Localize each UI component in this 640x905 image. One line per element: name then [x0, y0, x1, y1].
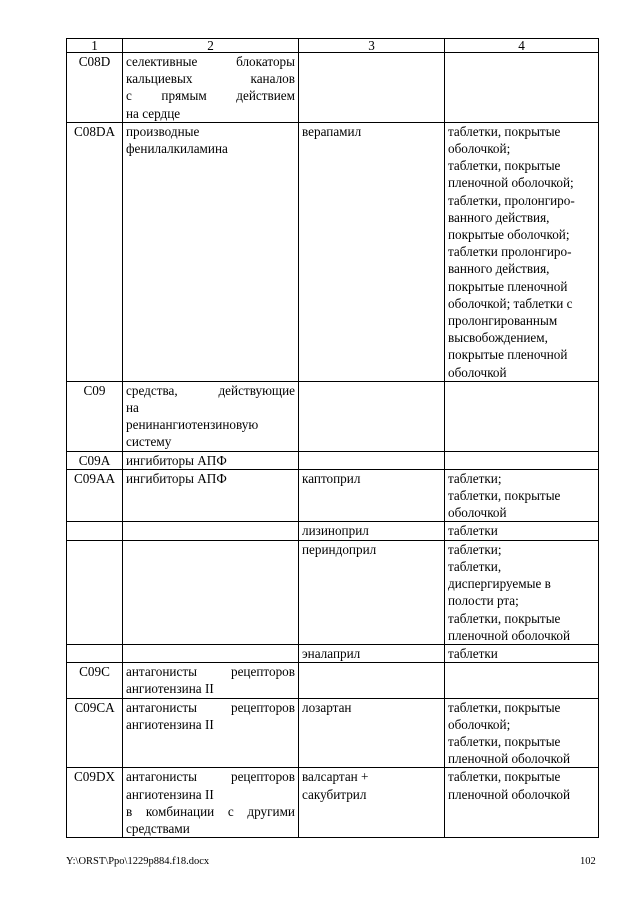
table-row: [67, 53, 599, 123]
group-name-line: ингибиторы АПФ: [126, 452, 227, 468]
footer-file-path: Y:\ORST\Ppo\1229p884.f18.docx: [66, 856, 210, 867]
table-row: [67, 698, 599, 768]
atc-code-cell: C09AA: [67, 469, 123, 522]
group-name-line: с прямым действием: [126, 88, 295, 104]
dosage-form-line: ванного действия,: [448, 261, 550, 277]
dosage-form-line: пленочной оболочкой: [448, 786, 571, 802]
group-name-cell: [123, 122, 299, 381]
dosage-form-line: таблетки: [448, 523, 498, 539]
atc-code-cell: C09CA: [67, 698, 123, 768]
group-name-line: ангиотензина II: [126, 681, 214, 697]
header-cell-2: 2: [123, 39, 299, 53]
dosage-form-line: пролонгированным: [448, 313, 558, 329]
group-name-line: систему: [126, 434, 172, 450]
dosage-form-cell: [445, 381, 599, 451]
drug-name-cell: каптоприл: [299, 469, 445, 522]
table-row: [67, 469, 599, 522]
dosage-form-line: покрытые оболочкой;: [448, 227, 570, 243]
table-row: [67, 644, 599, 662]
dosage-form-line: таблетки, покрытые: [448, 610, 561, 626]
dosage-form-cell: [445, 663, 599, 698]
group-name-line: кальциевых каналов: [126, 71, 295, 87]
header-cell-4: 4: [445, 39, 599, 53]
atc-code-cell: C08DA: [67, 122, 123, 381]
atc-code-cell: C09A: [67, 451, 123, 469]
drug-name-cell: [299, 381, 445, 451]
dosage-form-line: покрытые пленочной: [448, 278, 568, 294]
group-name-cell: [123, 381, 299, 451]
table-row: [67, 522, 599, 540]
drug-name-cell: эналаприл: [299, 644, 445, 662]
group-name-line: антагонисты рецепторов: [126, 769, 295, 785]
group-name-line: на: [126, 400, 139, 416]
atc-code-cell: [67, 522, 123, 540]
atc-code-cell: C08D: [67, 53, 123, 123]
dosage-form-cell: [445, 522, 599, 540]
dosage-form-line: таблетки, пролонгиро-: [448, 192, 575, 208]
dosage-form-line: таблетки, покрытые: [448, 123, 561, 139]
group-name-line: ингибиторы АПФ: [126, 470, 227, 486]
group-name-line: средствами: [126, 820, 190, 836]
table-row: [67, 663, 599, 698]
atc-code-cell: [67, 540, 123, 644]
drug-name-cell: лизиноприл: [299, 522, 445, 540]
group-name-line: ренинангиотензиновую: [126, 417, 259, 433]
group-name-line: средства, действующие: [126, 382, 295, 398]
header-cell-1: 1: [67, 39, 123, 53]
group-name-cell: [123, 768, 299, 838]
dosage-form-line: таблетки, покрытые: [448, 699, 561, 715]
atc-code-cell: [67, 644, 123, 662]
dosage-form-line: оболочкой;: [448, 141, 511, 157]
dosage-form-line: таблетки, покрытые: [448, 769, 561, 785]
dosage-form-cell: [445, 122, 599, 381]
group-name-line: ангиотензина II: [126, 716, 214, 732]
dosage-form-line: оболочкой; таблетки с: [448, 295, 573, 311]
group-name-cell: [123, 644, 299, 662]
footer-page-number: 102: [580, 856, 596, 867]
table-row: [67, 540, 599, 644]
dosage-form-cell: [445, 451, 599, 469]
table-row: [67, 122, 599, 381]
group-name-line: антагонисты рецепторов: [126, 699, 295, 715]
dosage-form-line: таблетки пролонгиро-: [448, 244, 572, 260]
dosage-form-line: покрытые пленочной: [448, 347, 568, 363]
drug-table: [66, 38, 599, 838]
drug-name-cell: [299, 451, 445, 469]
table-header-row: [67, 39, 599, 53]
dosage-form-line: полости рта;: [448, 593, 519, 609]
dosage-form-line: таблетки;: [448, 541, 502, 557]
dosage-form-line: оболочкой: [448, 505, 507, 521]
group-name-cell: [123, 469, 299, 522]
table-row: [67, 768, 599, 838]
dosage-form-line: ванного действия,: [448, 209, 550, 225]
dosage-form-cell: [445, 698, 599, 768]
group-name-cell: [123, 663, 299, 698]
dosage-form-cell: [445, 53, 599, 123]
group-name-line: селективные блокаторы: [126, 54, 295, 69]
dosage-form-line: высвобождением,: [448, 330, 548, 346]
dosage-form-line: таблетки, покрытые: [448, 733, 561, 749]
dosage-form-cell: [445, 644, 599, 662]
group-name-cell: [123, 540, 299, 644]
dosage-form-line: таблетки;: [448, 470, 502, 486]
group-name-line: производные: [126, 123, 200, 139]
group-name-cell: [123, 53, 299, 123]
drug-name-cell: лозартан: [299, 698, 445, 768]
group-name-line: антагонисты рецепторов: [126, 664, 295, 680]
group-name-cell: [123, 451, 299, 469]
atc-code-cell: C09C: [67, 663, 123, 698]
dosage-form-line: таблетки, покрытые: [448, 158, 561, 174]
group-name-cell: [123, 522, 299, 540]
group-name-cell: [123, 698, 299, 768]
dosage-form-line: таблетки, покрытые: [448, 488, 561, 504]
drug-name-cell: [299, 53, 445, 123]
header-cell-3: 3: [299, 39, 445, 53]
dosage-form-cell: [445, 540, 599, 644]
table-row: [67, 451, 599, 469]
dosage-form-line: пленочной оболочкой: [448, 627, 571, 643]
dosage-form-line: пленочной оболочкой: [448, 751, 571, 767]
drug-name-cell: периндоприл: [299, 540, 445, 644]
drug-name-cell: [299, 663, 445, 698]
group-name-line: фенилалкиламина: [126, 141, 228, 157]
dosage-form-cell: [445, 768, 599, 838]
dosage-form-line: таблетки,: [448, 558, 502, 574]
dosage-form-line: диспергируемые в: [448, 576, 551, 592]
table-row: [67, 381, 599, 451]
group-name-line: на сердце: [126, 105, 181, 121]
dosage-form-cell: [445, 469, 599, 522]
drug-name-cell: валсартан + сакубитрил: [299, 768, 445, 838]
group-name-line: в комбинации с другими: [126, 803, 295, 819]
atc-code-cell: C09: [67, 381, 123, 451]
dosage-form-line: оболочкой: [448, 364, 507, 380]
drug-name-cell: верапамил: [299, 122, 445, 381]
dosage-form-line: таблетки: [448, 645, 498, 661]
group-name-line: ангиотензина II: [126, 786, 214, 802]
atc-code-cell: C09DX: [67, 768, 123, 838]
dosage-form-line: оболочкой;: [448, 716, 511, 732]
dosage-form-line: пленочной оболочкой;: [448, 175, 574, 191]
